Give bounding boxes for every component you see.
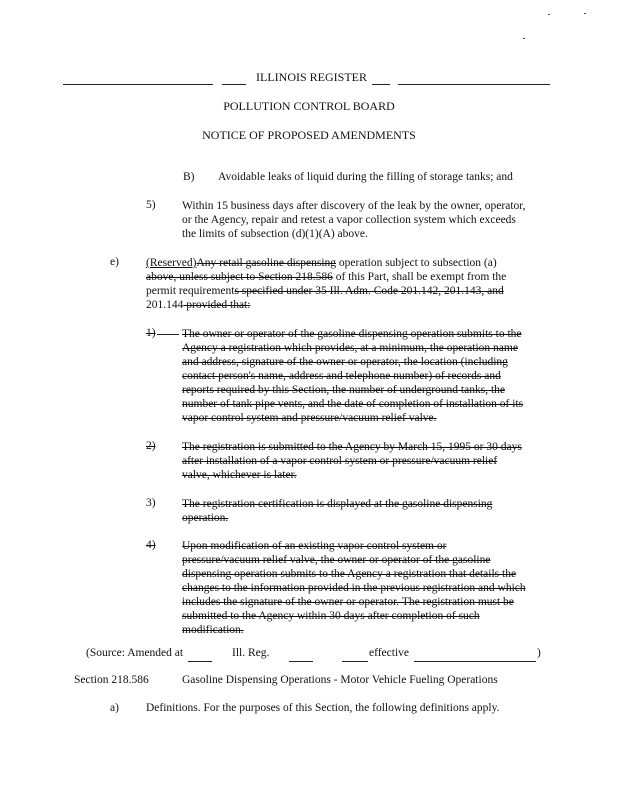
header-rule-left-short [222,84,246,85]
item-2-line: after installation of a vapor control system or pressure/vacuum relief [182,455,498,467]
source-prefix: (Source: Amended at [86,647,184,659]
item-e-line-4 [146,298,250,313]
source-blank-date [414,661,536,662]
register-title: ILLINOIS REGISTER [256,70,367,84]
item-b-label: B) [183,171,195,183]
item-3-line: The registration certification is displayed at the gasoline dispensing [182,498,493,510]
item-e-label: e) [110,256,119,268]
item-4-line: pressure/vacuum relief valve, the owner or operator of the gasoline [182,554,491,566]
notice-title: NOTICE OF PROPOSED AMENDMENTS [202,128,416,142]
item-a-text: Definitions. For the purposes of this Section, the following definitions apply. [146,702,500,714]
item-3-label: 3) [146,497,156,509]
item-5-line: the limits of subsection (d)(1)(A) above. [182,228,368,240]
item-4-label: 4) [146,539,156,551]
retained-text: 201.144 [146,299,184,311]
section-number: Section 218.586 [74,674,149,686]
scan-speck [584,13,586,14]
item-4-line: submitted to the Agency within 30 days after completion of such [182,610,480,622]
source-ill-reg: Ill. Reg. [232,647,270,659]
source-blank-volume [188,661,212,662]
item-5-line: Within 15 business days after discovery of the leak by the owner, operator, [182,200,526,212]
section-title: Gasoline Dispensing Operations - Motor Vehicle Fueling Operations [182,674,498,686]
retained-text: of this Part, shall be exempt from the [332,271,507,283]
reserved-insertion: (Reserved) [146,257,197,269]
item-4-line: dispensing operation submits to the Agency a registration that details the [182,568,517,580]
retained-text: operation subject to subsection (a) [336,257,497,269]
source-effective: effective [369,647,410,659]
item-1-line: and address, signature of the owner or operator, the location (including [182,356,508,368]
source-blank-page [289,661,313,662]
source-blank-page-short [342,661,368,662]
item-1-line: contact person's name, address and telephone number) of records and [182,370,501,382]
deleted-text: provided that: [183,299,251,311]
source-close: ) [537,647,541,659]
item-4-line: modification. [182,624,244,636]
header-rule-right-short [372,84,390,85]
item-1-dash [157,334,179,335]
item-e-line-3 [146,284,504,299]
retained-text: permit requirement [146,285,235,297]
item-1-label: 1) [146,327,156,339]
item-1-line: The owner or operator of the gasoline dispensing operation submits to the [182,328,522,340]
item-e-line-1 [146,256,497,271]
scan-speck [523,38,525,39]
deleted-text: above, unless subject to Section 218.586 [146,271,333,283]
item-e-line-2 [146,270,506,285]
item-4-line: includes the signature of the owner or operator. The registration must be [182,596,514,608]
item-1-line: number of tank pipe vents, and the date of completion of installation of its [182,398,524,410]
deleted-text: s specified under 35 Ill. Adm. Code 201.142, 201.143, and [234,285,504,297]
item-3-line: operation. [182,512,229,524]
header-rule-right [398,84,550,85]
scan-speck [548,14,550,15]
header-rule-left [63,84,213,85]
item-2-line: valve, whichever is later. [182,469,297,481]
item-4-line: changes to the information provided in the previous registration and which [182,582,526,594]
item-1-line: vapor control system and pressure/vacuum relief valve. [182,412,437,424]
item-1-line: Agency a registration which provides, at a minimum, the operation name [182,342,518,354]
item-2-line: The registration is submitted to the Agency by March 15, 1995 or 30 days [182,441,522,453]
item-5-label: 5) [146,199,156,211]
item-5-line: or the Agency, repair and retest a vapor collection system which exceeds [182,214,516,226]
board-title: POLLUTION CONTROL BOARD [223,99,395,113]
item-4-line: Upon modification of an existing vapor control system or [182,540,447,552]
item-a-label: a) [110,702,119,714]
item-b-text: Avoidable leaks of liquid during the filling of storage tanks; and [218,171,513,183]
item-2-label: 2) [146,440,156,452]
item-1-line: reports required by this Section, the number of underground tanks, the [182,384,505,396]
deleted-text: Any retail gasoline dispensing [196,257,337,269]
